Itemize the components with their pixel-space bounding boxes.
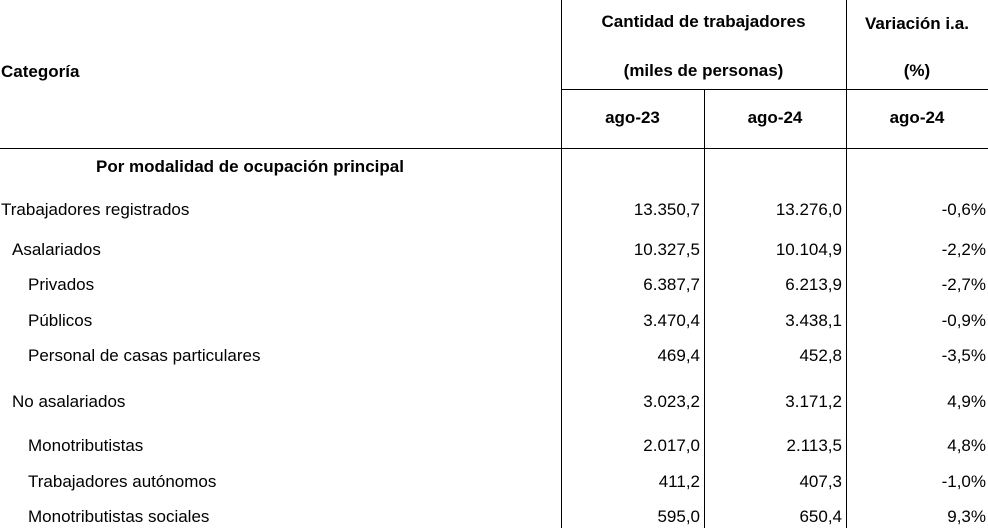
cell-variation: -2,7% bbox=[941, 275, 986, 294]
cell-ago23: 595,0 bbox=[657, 507, 700, 526]
quantity-header-line1: Cantidad de trabajadores bbox=[601, 12, 806, 31]
header-divider bbox=[561, 89, 988, 90]
cell-variation: -2,2% bbox=[941, 240, 986, 259]
cell-ago23: 411,2 bbox=[658, 472, 700, 491]
cell-ago24: 3.171,2 bbox=[785, 392, 842, 411]
column-header-ago24: ago-24 bbox=[747, 108, 803, 127]
row-label: Personal de casas particulares bbox=[28, 346, 261, 365]
cell-ago24: 2.113,5 bbox=[786, 436, 842, 455]
cell-ago24: 13.276,0 bbox=[775, 200, 842, 219]
cell-ago24: 10.104,9 bbox=[775, 240, 842, 259]
column-header-ago23: ago-23 bbox=[605, 108, 660, 127]
row-label: No asalariados bbox=[12, 392, 126, 411]
cell-ago23: 13.350,7 bbox=[633, 200, 700, 219]
cell-variation: -0,9% bbox=[941, 311, 986, 330]
cell-ago24: 6.213,9 bbox=[785, 275, 842, 294]
row-label: Públicos bbox=[28, 311, 93, 330]
cell-variation: 4,9% bbox=[947, 392, 986, 411]
column-header-variation: ago-24 bbox=[889, 108, 945, 127]
variation-header-line2: (%) bbox=[903, 61, 931, 80]
row-label: Asalariados bbox=[12, 240, 101, 259]
cell-variation: -3,5% bbox=[941, 346, 986, 365]
cell-ago23: 10.327,5 bbox=[633, 240, 700, 259]
cell-variation: 4,8% bbox=[947, 436, 986, 455]
category-header: Categoría bbox=[1, 62, 80, 81]
cell-variation: -1,0% bbox=[941, 472, 986, 491]
cell-variation: -0,6% bbox=[941, 200, 986, 219]
cell-ago24: 3.438,1 bbox=[785, 311, 842, 330]
section-title: Por modalidad de ocupación principal bbox=[96, 157, 404, 176]
row-label: Trabajadores registrados bbox=[1, 200, 190, 219]
variation-header-line1: Variación i.a. bbox=[865, 14, 969, 33]
row-label: Trabajadores autónomos bbox=[28, 472, 217, 491]
cell-ago23: 3.023,2 bbox=[643, 392, 700, 411]
cell-ago23: 469,4 bbox=[657, 346, 700, 365]
cell-ago23: 2.017,0 bbox=[643, 436, 700, 455]
row-label: Monotributistas bbox=[28, 436, 144, 455]
cell-ago24: 407,3 bbox=[799, 472, 842, 491]
header-bottom-rule bbox=[0, 148, 988, 149]
cell-ago23: 3.470,4 bbox=[643, 311, 700, 330]
row-label: Privados bbox=[28, 275, 95, 294]
cell-ago24: 452,8 bbox=[799, 346, 842, 365]
row-label: Monotributistas sociales bbox=[28, 507, 210, 526]
column-divider bbox=[704, 89, 705, 528]
quantity-header-line2: (miles de personas) bbox=[623, 61, 784, 80]
cell-variation: 9,3% bbox=[947, 507, 986, 526]
cell-ago24: 650,4 bbox=[799, 507, 842, 526]
cell-ago23: 6.387,7 bbox=[643, 275, 700, 294]
